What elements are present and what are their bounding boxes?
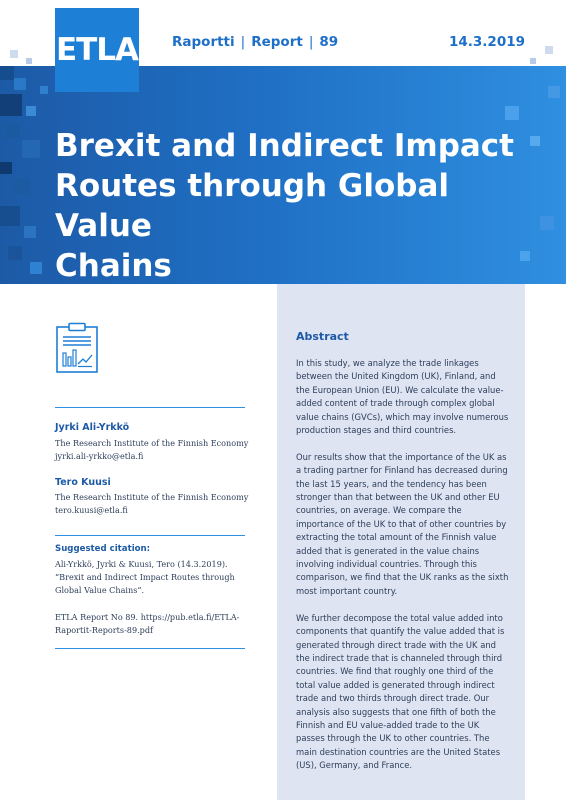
author-affiliation: The Research Institute of the Finnish Economy — [55, 438, 249, 448]
etla-logo — [55, 8, 139, 92]
citation-label: Suggested citation: — [55, 544, 151, 554]
author-email: jyrki.ali-yrkko@etla.fi — [55, 451, 144, 461]
decor-square — [0, 94, 22, 116]
decor-square — [22, 140, 40, 158]
decor-square — [0, 206, 20, 226]
author-affiliation: The Research Institute of the Finnish Economy — [55, 492, 249, 502]
divider — [55, 407, 245, 408]
publication-date: 14.3.2019 — [448, 34, 525, 50]
series-label-fi: Raportti — [172, 34, 235, 50]
citation-report-line: ETLA Report No 89. https://pub.etla.fi/ETLA- — [55, 612, 240, 622]
decor-square — [530, 136, 540, 146]
decor-square — [24, 226, 36, 238]
title-line: Brexit and Indirect Impact — [55, 128, 515, 164]
abstract-paragraph: Our results show that the importance of the UK as a trading partner for Finland has decreased during the last 15 years, and the tendency has been stronger than that between the UK and other EU countries, on average. We compare the importance of the UK to that of other countries by extracting the total amount of the Finnish value added that is generated in the value chains involving individual countries. Through this comparison, we find that the UK ranks as the sixth most important country. — [296, 451, 509, 596]
decor-square — [0, 162, 12, 174]
decor-square — [30, 262, 42, 274]
citation-line: “Brexit and Indirect Impact Routes through — [55, 572, 235, 582]
abstract-heading: Abstract — [296, 330, 349, 343]
decor-square — [8, 246, 22, 260]
decor-square — [530, 58, 536, 64]
page-title — [55, 126, 525, 286]
author-email: tero.kuusi@etla.fi — [55, 505, 128, 515]
report-series — [172, 34, 338, 50]
decor-square — [14, 78, 26, 90]
series-label-en: Report — [251, 34, 303, 50]
decor-square — [40, 86, 48, 94]
report-clipboard-icon — [55, 322, 99, 374]
logo-text: ETLA — [55, 32, 139, 68]
decor-square — [545, 46, 553, 54]
decor-square — [10, 50, 18, 58]
abstract-paragraph: We further decompose the total value added into components that quantify the value added that is generated through direct trade with the UK and the indirect trade that is channeled through third countries. We find that roughly one third of the total value added is generated through indirect trade and two thirds through direct trade. Our analysis also suggests that one fifth of both the Finnish and EU value-added trade to the UK passes through the UK to other countries. The main destination countries are the United States (US), Germany, and France. — [296, 612, 505, 771]
citation-line: Ali-Yrkkö, Jyrki & Kuusi, Tero (14.3.2019). — [55, 559, 228, 569]
citation-line: Global Value Chains”. — [55, 585, 145, 595]
divider — [55, 535, 245, 536]
decor-square — [26, 106, 36, 116]
decor-square — [505, 106, 519, 120]
title-line: Routes through Global Value — [55, 168, 450, 244]
decor-square — [540, 216, 554, 230]
separator: | — [308, 34, 314, 50]
decor-square — [0, 66, 14, 80]
title-line: Chains — [55, 248, 172, 284]
author-name: Jyrki Ali-Yrkkö — [55, 422, 130, 433]
abstract-paragraph: In this study, we analyze the trade linkages between the United Kingdom (UK), Finland, and the European Union (EU). We calculate the value-added content of trade through complex global value chains (GVCs), which may involve numerous production stages and third countries. — [296, 358, 509, 436]
divider — [55, 648, 245, 649]
decor-square — [548, 86, 560, 98]
decor-square — [26, 58, 32, 64]
abstract-body — [296, 357, 509, 786]
citation-report-line: Raportit-Reports-89.pdf — [55, 625, 154, 635]
decor-square — [6, 124, 20, 138]
decor-square — [14, 178, 30, 194]
author-name: Tero Kuusi — [55, 477, 111, 488]
separator: | — [240, 34, 246, 50]
series-number: 89 — [319, 34, 339, 50]
